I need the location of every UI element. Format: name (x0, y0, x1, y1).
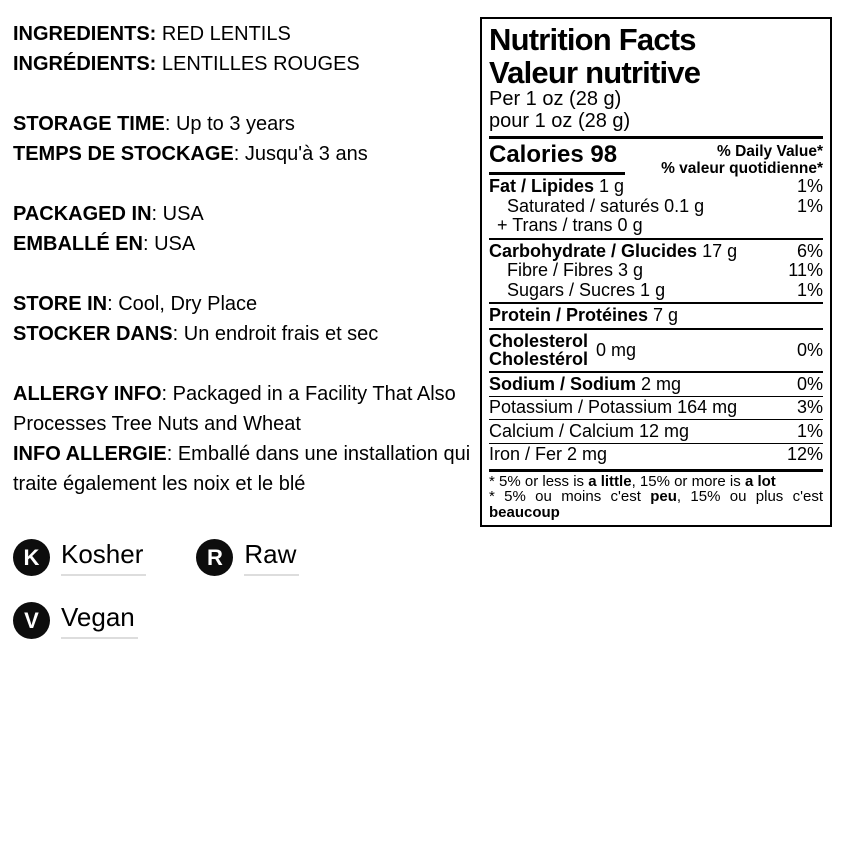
badge-kosher (13, 539, 146, 576)
info-line-storage-fr (13, 139, 471, 169)
nutrient-name: Sugars / Sucres 1 g (507, 279, 666, 300)
badge-vegan-label: Vegan (61, 602, 138, 639)
info-text: : Jusqu'à 3 ans (233, 143, 368, 165)
nutrient-name: Protein / Protéines 7 g (489, 305, 679, 325)
divider (489, 136, 823, 139)
badge-kosher-label: Kosher (61, 539, 146, 576)
nutrient-amount: 0 mg (596, 339, 637, 360)
info-label: PACKAGED IN (13, 203, 152, 225)
daily-value: 0% (796, 373, 823, 394)
badge-raw-label: Raw (244, 539, 299, 576)
info-group-store (13, 289, 471, 349)
info-line-ingredients-fr (13, 49, 471, 79)
kosher-circle-icon: K (13, 539, 50, 576)
info-text: RED LENTILS (156, 23, 291, 45)
badge-vegan (13, 602, 138, 639)
row-carbohydrate (489, 242, 823, 262)
info-line-store-en (13, 289, 471, 319)
info-label: EMBALLÉ EN (13, 233, 143, 255)
badge-raw (196, 539, 299, 576)
row-potassium (489, 398, 823, 418)
cholesterol-fr: Cholestérol (489, 349, 589, 369)
info-label: STORE IN (13, 293, 108, 315)
info-group-storage (13, 109, 471, 169)
info-line-storage-en (13, 109, 471, 139)
serving-size-fr: pour 1 oz (28 g) (489, 109, 631, 132)
info-text: : Cool, Dry Place (107, 293, 258, 315)
info-text: : Packaged in a Facility That Also Processes Tree Nuts and Wheat (13, 383, 456, 435)
info-label: INFO ALLERGIE (13, 443, 167, 465)
nutrition-title-en: Nutrition Facts (489, 22, 696, 57)
daily-value: 12% (786, 444, 823, 464)
row-fat (489, 177, 823, 197)
nutrient-name (489, 332, 588, 369)
info-text: : Up to 3 years (164, 113, 295, 135)
info-group-ingredients (13, 19, 471, 79)
nutrient-name: Iron / Fer 2 mg (489, 444, 608, 464)
info-label: STORAGE TIME (13, 113, 165, 135)
info-line-packaged-fr (13, 229, 471, 259)
info-text: LENTILLES ROUGES (156, 53, 360, 75)
row-sugars (489, 281, 823, 301)
nutrient-name: Calcium / Calcium 12 mg (489, 420, 690, 441)
certification-badges (13, 539, 299, 665)
badge-row-1 (13, 539, 299, 576)
nutrient-name: Potassium / Potassium 164 mg (489, 397, 738, 417)
divider (489, 469, 823, 472)
nutrient-name: Fibre / Fibres 3 g (507, 260, 644, 280)
info-label: ALLERGY INFO (13, 383, 162, 405)
daily-value: 6% (796, 240, 823, 261)
daily-value: 0% (796, 339, 823, 360)
nutrition-title-fr: Valeur nutritive (489, 55, 701, 90)
raw-circle-icon: R (196, 539, 233, 576)
daily-value: 11% (788, 260, 823, 280)
info-line-ingredients-en (13, 19, 471, 49)
info-text: : Emballé dans une installation qui traite également les noix et le blé (13, 443, 471, 495)
footnote-fr: * 5% ou moins c'est peu, 15% ou plus c'est (489, 488, 823, 505)
info-label: INGRÉDIENTS: (13, 53, 157, 75)
daily-value: 1% (796, 176, 823, 196)
info-line-store-fr (13, 319, 471, 349)
footnote-en: * 5% or less is a little, 15% or more is a lot (489, 472, 776, 490)
info-text: : USA (143, 233, 196, 255)
info-text: : Un endroit frais et sec (172, 323, 379, 345)
row-saturated (489, 197, 823, 217)
cholesterol-en: Cholesterol (489, 330, 589, 351)
nutrient-name: + Trans / trans 0 g (497, 215, 643, 235)
nutrition-facts-panel (480, 17, 832, 527)
info-line-allergy-en (13, 379, 471, 439)
divider (489, 238, 823, 240)
nutrient-name: Sodium / Sodium 2 mg (489, 373, 682, 394)
row-iron (489, 445, 823, 465)
product-info-panel (13, 19, 471, 529)
row-cholesterol (489, 332, 823, 369)
info-group-allergy (13, 379, 471, 499)
row-protein (489, 306, 823, 326)
info-label: INGREDIENTS: (13, 23, 157, 45)
info-label: STOCKER DANS (13, 323, 173, 345)
divider (489, 328, 823, 330)
badge-row-2 (13, 602, 299, 639)
daily-value-header-en: % Daily Value* (717, 143, 823, 160)
row-fibre (489, 261, 823, 281)
daily-value-header-fr: % valeur quotidienne* (661, 160, 823, 177)
daily-value: 3% (796, 397, 823, 417)
info-group-packaged (13, 199, 471, 259)
calories-value: Calories 98 (489, 141, 625, 175)
vegan-circle-icon: V (13, 602, 50, 639)
daily-value: 1% (796, 279, 823, 300)
info-text: : USA (151, 203, 204, 225)
row-sodium (489, 375, 823, 395)
row-trans (489, 216, 823, 236)
nutrient-name: Saturated / saturés 0.1 g (507, 195, 705, 216)
calories-row (489, 141, 823, 177)
divider (489, 302, 823, 304)
info-label: TEMPS DE STOCKAGE (13, 143, 234, 165)
divider (489, 419, 823, 420)
row-calcium (489, 422, 823, 442)
nutrient-name: Carbohydrate / Glucides 17 g (489, 240, 738, 261)
daily-value: 1% (796, 195, 823, 216)
daily-value-header (661, 141, 823, 177)
info-line-packaged-en (13, 199, 471, 229)
daily-value: 1% (796, 420, 823, 441)
info-line-allergy-fr (13, 439, 471, 499)
serving-size-en: Per 1 oz (28 g) (489, 88, 622, 110)
divider (489, 371, 823, 373)
nutrient-name: Fat / Lipides 1 g (489, 176, 625, 196)
footnote-fr-beaucoup: beaucoup (489, 503, 560, 521)
